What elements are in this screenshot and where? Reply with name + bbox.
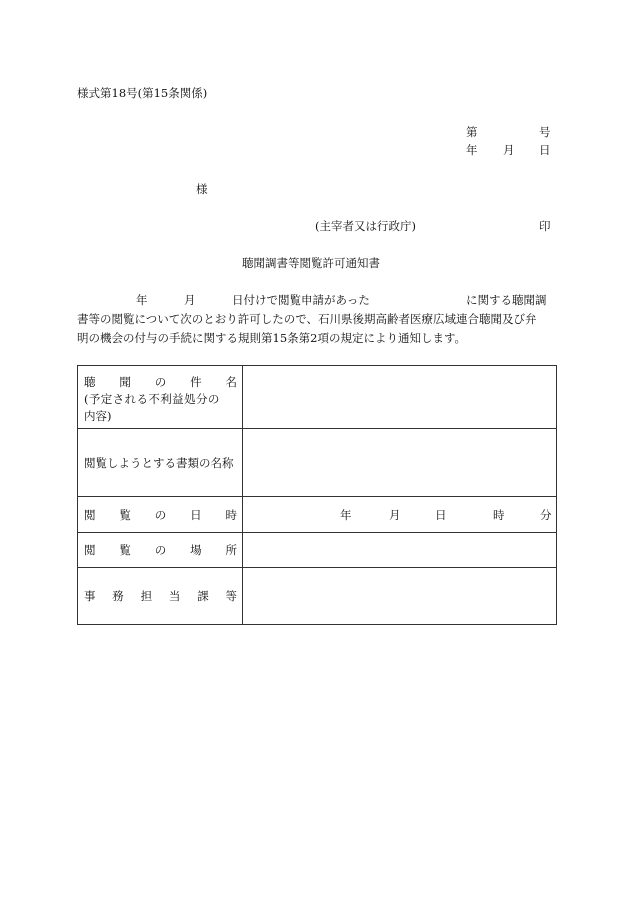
table-row xyxy=(78,366,557,429)
date-month: 月 xyxy=(503,143,515,157)
seal-mark: 印 xyxy=(539,219,551,233)
page-title: 聴聞調書等閲覧許可通知書 xyxy=(242,256,380,270)
document-name-value[interactable] xyxy=(243,429,557,497)
date-year: 年 xyxy=(466,143,478,157)
hearing-subject-value[interactable] xyxy=(243,366,557,429)
office-value[interactable] xyxy=(243,568,557,625)
sender-label: (主宰者又は行政庁) xyxy=(315,219,416,233)
addressee-suffix: 様 xyxy=(196,182,208,196)
viewing-place-value[interactable] xyxy=(243,533,557,568)
document-name-label: 閲覧しようとする書類の名称 xyxy=(78,429,243,497)
viewing-datetime-label: 閲 覧 の 日 時 xyxy=(78,497,243,533)
doc-number-go: 号 xyxy=(539,125,551,139)
body-year: 年 xyxy=(136,293,148,307)
hearing-subject-label: 聴 聞 の 件 名 (予定される不利益処分の 内容) xyxy=(78,366,243,429)
office-label: 事 務 担 当 課 等 xyxy=(78,568,243,625)
body-month: 月 xyxy=(184,293,196,307)
viewing-place-label: 閲 覧 の 場 所 xyxy=(78,533,243,568)
table-row xyxy=(78,533,557,568)
table-row xyxy=(78,568,557,625)
table-row xyxy=(78,497,557,533)
viewing-datetime-value[interactable]: 年 月 日 時 分 xyxy=(243,497,557,533)
body-regarding: に関する聴聞調 xyxy=(466,293,547,307)
doc-number-dai: 第 xyxy=(466,125,478,139)
body-line-3: 明の機会の付与の手続に関する規則第15条第2項の規定により通知します。 xyxy=(77,331,467,345)
form-number: 様式第18号(第15条関係) xyxy=(77,86,208,100)
body-line-2: 書等の閲覧について次のとおり許可したので、石川県後期高齢者医療広域連合聴聞及び弁 xyxy=(77,312,537,326)
body-dated: 日付けで閲覧申請があった xyxy=(232,293,370,307)
table-row xyxy=(78,429,557,497)
details-table xyxy=(77,365,557,625)
date-day: 日 xyxy=(539,143,551,157)
